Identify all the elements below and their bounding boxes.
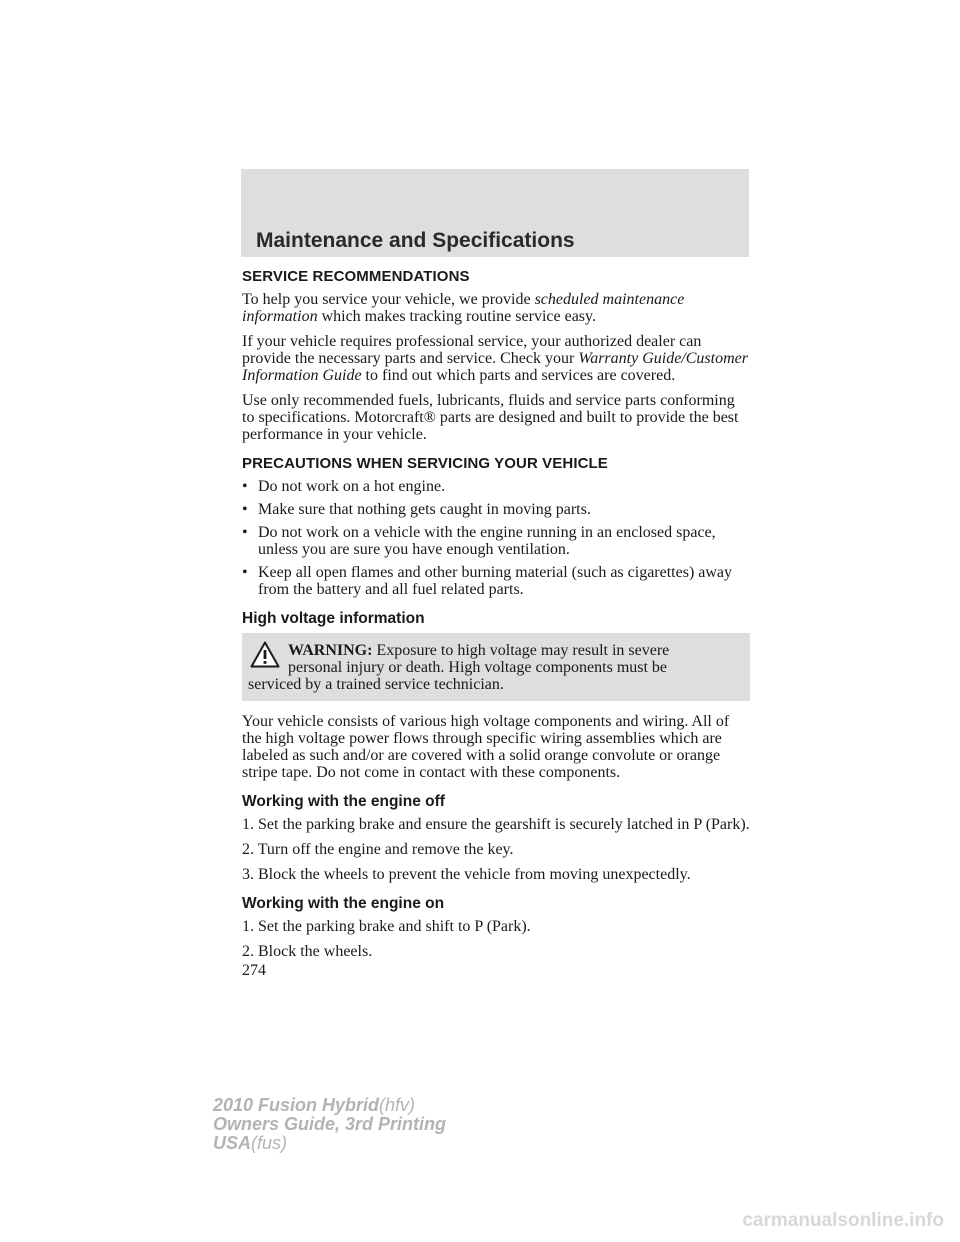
page-content <box>242 268 750 979</box>
engine-off-step: 2. Turn off the engine and remove the key. <box>242 841 514 858</box>
service-paragraph-3: Use only recommended fuels, lubricants, fluids and service parts conforming to specifications. Motorcraft® parts are designed and built to provide the best performance in your vehicle. <box>242 392 739 443</box>
engine-on-step: 1. Set the parking brake and shift to P (Park). <box>242 918 531 935</box>
footer-line-1 <box>213 1096 446 1115</box>
section-title: Maintenance and Specifications <box>256 229 575 252</box>
engine-off-step: 3. Block the wheels to prevent the vehicle from moving unexpectedly. <box>242 866 691 883</box>
warning-line-1 <box>248 642 740 659</box>
watermark-link[interactable]: carmanualsonline.info <box>742 1210 944 1231</box>
list-item <box>242 564 750 598</box>
service-paragraph-2 <box>242 333 750 384</box>
warning-text: Exposure to high voltage may result in severe <box>372 642 670 659</box>
bullet: • <box>242 501 248 518</box>
bullet: • <box>242 478 248 495</box>
text-run: to find out which parts and services are covered. <box>361 367 676 384</box>
bullet: • <box>242 564 248 581</box>
warning-line-3: serviced by a trained service technician. <box>248 676 504 693</box>
warning-line-2: personal injury or death. High voltage components must be <box>288 659 668 676</box>
emphasis-text: Warranty Guide/Customer Information Guide <box>242 350 748 384</box>
list-item <box>242 478 750 495</box>
list-item <box>242 501 750 518</box>
document-footer <box>213 1096 446 1153</box>
high-voltage-heading: High voltage information <box>242 610 425 627</box>
text-run: which makes tracking routine service easy. <box>317 308 596 325</box>
warning-label: WARNING: <box>288 642 373 659</box>
engine-on-heading: Working with the engine on <box>242 895 445 912</box>
list-item-text: Do not work on a vehicle with the engine running in an enclosed space, unless you are sure you have enough ventilation. <box>258 524 716 558</box>
service-heading: SERVICE RECOMMENDATIONS <box>242 268 470 285</box>
footer-line-2: Owners Guide, 3rd Printing <box>213 1114 447 1134</box>
footer-market-code: (fus) <box>251 1133 288 1153</box>
precautions-heading: PRECAUTIONS WHEN SERVICING YOUR VEHICLE <box>242 455 608 472</box>
warning-box <box>242 633 750 701</box>
service-paragraph-1 <box>242 291 750 325</box>
bullet: • <box>242 524 248 541</box>
footer-model-code: (hfv) <box>379 1095 416 1115</box>
section-header-band <box>241 169 749 257</box>
list-item-text: Keep all open flames and other burning material (such as cigarettes) away from the battery and all fuel related parts. <box>258 564 733 598</box>
page-number: 274 <box>242 962 266 979</box>
list-item-text: Make sure that nothing gets caught in moving parts. <box>258 501 591 518</box>
footer-line-3 <box>213 1134 446 1153</box>
emphasis-text: scheduled maintenance information <box>242 291 685 325</box>
footer-model: 2010 Fusion Hybrid <box>213 1095 380 1115</box>
list-item <box>242 524 750 558</box>
precautions-list <box>242 478 750 598</box>
text-run: If your vehicle requires professional service, your authorized dealer can provide the necessary parts and service. Check your <box>242 333 702 367</box>
warning-triangle-icon <box>250 641 280 668</box>
list-item-text: Do not work on a hot engine. <box>258 478 446 495</box>
engine-off-step: 1. Set the parking brake and ensure the gearshift is securely latched in P (Park). <box>242 816 750 833</box>
text-run: To help you service your vehicle, we provide <box>242 291 535 308</box>
high-voltage-body: Your vehicle consists of various high voltage components and wiring. All of the high voltage power flows through specific wiring assemblies which are labeled as such and/or are covered with a solid orange convolute or orange stripe tape. Do not come in contact with these components. <box>242 713 730 781</box>
engine-off-heading: Working with the engine off <box>242 793 445 810</box>
engine-on-step: 2. Block the wheels. <box>242 943 373 960</box>
footer-market: USA <box>213 1133 252 1153</box>
